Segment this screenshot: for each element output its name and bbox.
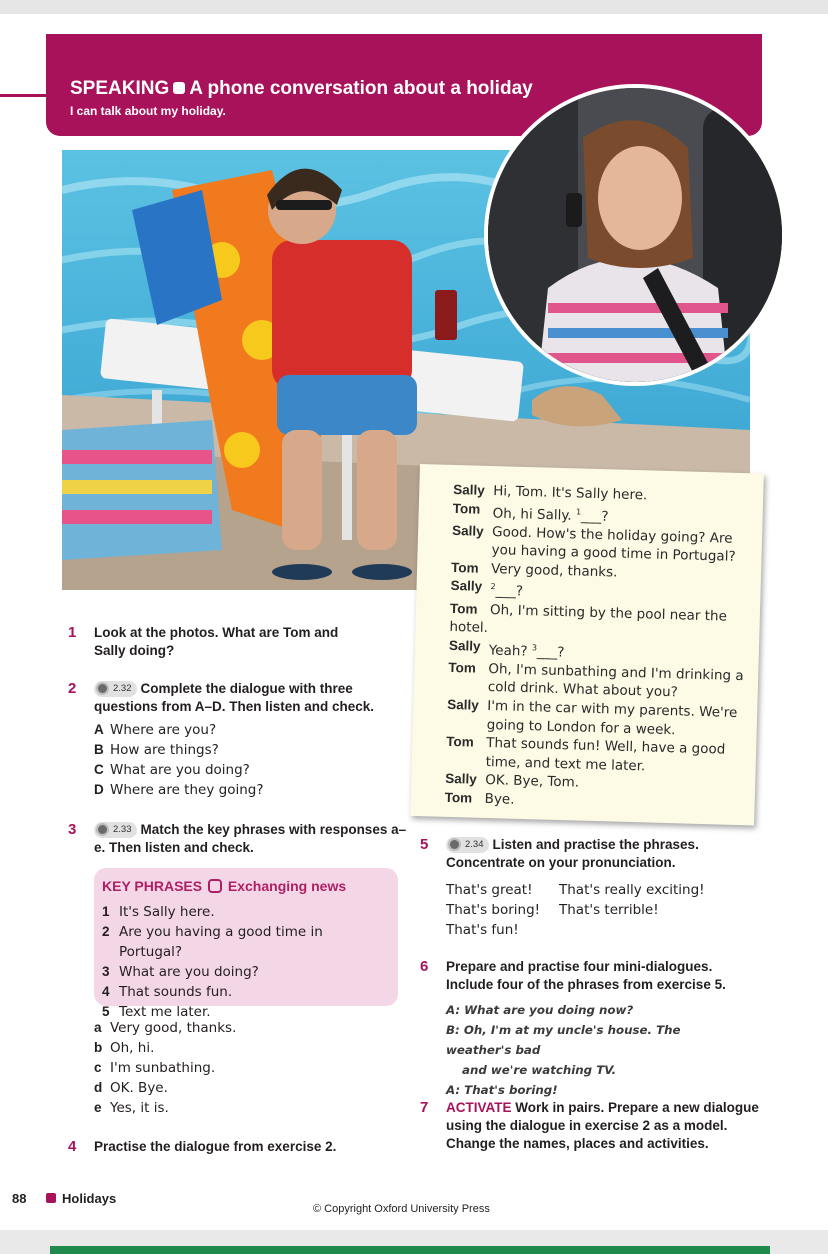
- line-text: Hi, Tom. It's Sally here.: [493, 483, 648, 504]
- gap-number: 1: [575, 506, 582, 517]
- line-text: Oh, I'm sitting by the pool near the: [489, 601, 728, 625]
- cd-icon: [448, 838, 461, 851]
- page-title: [70, 78, 533, 100]
- exercise-instruction: Prepare and practise four mini-dialogues. Include four of the phrases from exercise 5.: [446, 959, 726, 992]
- exercise-instruction: 2.33 Match the key phrases with responses a–e. Then listen and check.: [94, 822, 407, 855]
- section-label: SPEAKING: [70, 78, 170, 99]
- option: A Where are you?: [94, 722, 217, 738]
- speaker: Tom: [450, 559, 479, 576]
- exercise-number: 7: [420, 1099, 429, 1116]
- speaker: Tom: [449, 600, 478, 617]
- responses-list: [68, 1018, 408, 1118]
- speaker: Sally: [445, 771, 477, 788]
- key-phrase: 2 Are you having a good time in Portugal?: [102, 924, 323, 960]
- gap-number: 3: [531, 642, 538, 653]
- car-scene-illustration: [488, 88, 782, 382]
- gap: ___?: [580, 507, 609, 525]
- line-text: Oh, hi Sally. $^1$___?: [492, 505, 609, 525]
- exercise-2: [68, 680, 386, 800]
- exercise-5: [420, 836, 740, 940]
- audio-track-button[interactable]: 2.34: [446, 837, 489, 853]
- key-phrase: 1 It's Sally here.: [102, 904, 215, 920]
- option: D Where are they going?: [94, 782, 264, 798]
- line-text: I'm in the car with my parents. We're going to London for a week.: [486, 698, 738, 738]
- exercise-number: 1: [68, 624, 77, 641]
- dialogue-note: [410, 464, 764, 825]
- page-number: 88: [12, 1191, 27, 1206]
- response: e Yes, it is.: [94, 1100, 169, 1116]
- exercise-instruction: Practise the dialogue from exercise 2.: [94, 1139, 337, 1154]
- speaker: Tom: [448, 659, 477, 676]
- option: B How are things?: [94, 742, 219, 758]
- phrase: That's boring!: [446, 902, 541, 918]
- speaker: Sally: [448, 637, 481, 654]
- speaker: Sally: [451, 522, 484, 539]
- speaker: Tom: [452, 500, 481, 517]
- option: C What are you doing?: [94, 762, 250, 778]
- phrase: That's fun!: [446, 922, 519, 938]
- top-bar: [0, 0, 828, 14]
- speaker: Sally: [450, 578, 483, 595]
- key-phrase: 3 What are you doing?: [102, 964, 259, 980]
- audio-track-button[interactable]: 2.32: [94, 681, 137, 697]
- page-subtitle: I can talk about my holiday.: [70, 104, 226, 118]
- exercise-6: [420, 958, 750, 1100]
- phrase: That's terrible!: [559, 902, 659, 918]
- exercise-number: 5: [420, 836, 429, 853]
- audio-track-button[interactable]: 2.33: [94, 822, 137, 838]
- speaker: Tom: [444, 789, 473, 806]
- bottom-accent-strip: [50, 1246, 770, 1254]
- exercise-instruction: Look at the photos. What are Tom and Sally doing?: [94, 625, 339, 658]
- line-text: Very good, thanks.: [490, 560, 618, 581]
- speaker: Sally: [453, 481, 486, 498]
- exercise-4: [68, 1138, 408, 1156]
- line-text: Bye.: [484, 790, 515, 808]
- gap: ___?: [495, 583, 524, 600]
- exercise-number: 4: [68, 1138, 77, 1155]
- line-text: Good. How's the holiday going? Are you having a good time in Portugal?: [491, 523, 736, 566]
- key-phrases-title: KEY PHRASES Exchanging news: [102, 878, 347, 894]
- speaker: Sally: [447, 696, 480, 713]
- exercise-3: [68, 821, 408, 857]
- phrase: That's great!: [446, 882, 533, 898]
- exercise-number: 2: [68, 680, 77, 697]
- exercise-instruction: ACTIVATE Work in pairs. Prepare a new dialogue using the dialogue in exercise 2 as a model. Change the names, places and activities.: [446, 1100, 759, 1151]
- exercise-1: [68, 624, 368, 660]
- mini-dialogue-example: A: What are you doing now? B: Oh, I'm at my uncle's house. The weather's bad and we're watching TV. A: That's boring!: [446, 1003, 681, 1097]
- cd-icon: [96, 823, 109, 836]
- exercise-number: 6: [420, 958, 429, 975]
- gap-number: 2: [490, 582, 496, 592]
- response: c I'm sunbathing.: [94, 1060, 216, 1076]
- exercise-number: 3: [68, 821, 77, 838]
- line-text: Oh, I'm sunbathing and I'm drinking a cold drink. What about you?: [487, 660, 744, 701]
- key-phrase: 5 Text me later.: [102, 1004, 211, 1020]
- phrase: That's really exciting!: [559, 882, 705, 898]
- exercise-instruction: 2.34 Listen and practise the phrases. Concentrate on your pronunciation.: [446, 837, 699, 870]
- exercise-7: [420, 1099, 760, 1153]
- copyright-notice: © Copyright Oxford University Press: [313, 1203, 490, 1215]
- options-list: [68, 720, 386, 800]
- line-text: That sounds fun! Well, have a good time, and text me later.: [485, 735, 726, 775]
- cd-icon: [96, 682, 109, 695]
- section-name: Holidays: [62, 1191, 117, 1206]
- key-phrases-box: [94, 868, 398, 1020]
- line-text: hotel.: [449, 619, 489, 637]
- dialogue: [410, 464, 763, 816]
- phrases-grid: [420, 880, 740, 940]
- exercise-instruction: 2.32 Complete the dialogue with three questions from A–D. Then listen and check.: [94, 681, 375, 714]
- activate-label: ACTIVATE: [446, 1100, 512, 1115]
- photo-sally-in-car: [484, 84, 786, 386]
- square-bullet-icon: [173, 82, 185, 94]
- header-rule: [0, 94, 50, 97]
- line-text: OK. Bye, Tom.: [484, 772, 580, 791]
- square-outline-icon: [208, 879, 222, 893]
- speaker: Tom: [446, 734, 474, 750]
- response: a Very good, thanks.: [94, 1020, 237, 1036]
- lesson-title: A phone conversation about a holiday: [189, 78, 533, 99]
- response: d OK. Bye.: [94, 1080, 168, 1096]
- gap: ___?: [536, 643, 565, 661]
- response: b Oh, hi.: [94, 1040, 155, 1056]
- square-bullet-icon: [46, 1193, 56, 1203]
- line-text: Yeah? $^3$___?: [488, 642, 565, 661]
- key-phrase: 4 That sounds fun.: [102, 984, 233, 1000]
